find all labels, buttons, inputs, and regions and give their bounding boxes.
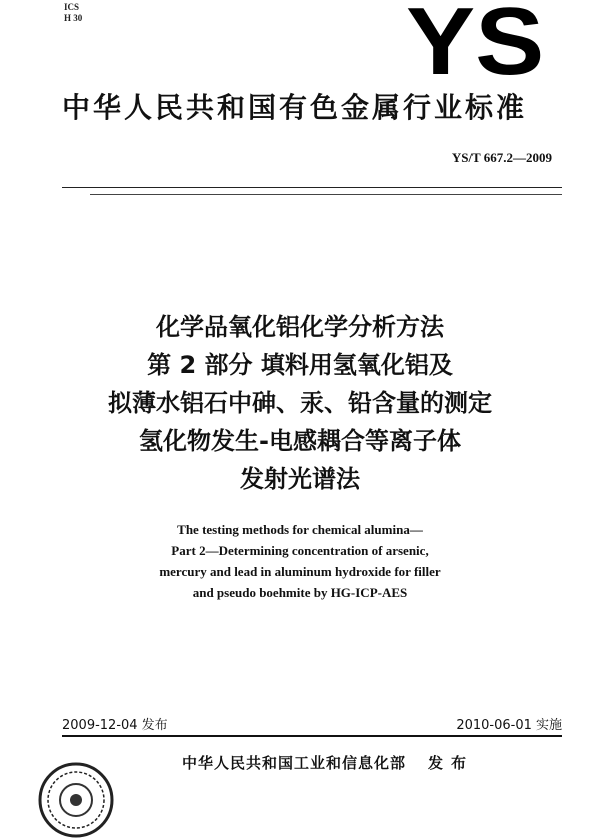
english-title-line-4: and pseudo boehmite by HG-ICP-AES — [192, 585, 408, 600]
header-divider — [62, 187, 562, 188]
effective-date: 2010-06-01 实施 — [456, 718, 562, 733]
ics-code: H 30 — [64, 13, 83, 23]
header-divider-secondary — [90, 194, 562, 195]
chinese-title-line-2: 第 2 部分 填料用氢氧化铝及 — [147, 351, 453, 379]
chinese-title-line-4: 氢化物发生-电感耦合等离子体 — [139, 427, 461, 455]
standard-number: YS/T 667.2—2009 — [451, 150, 552, 165]
ics-label: ICS — [64, 2, 80, 12]
ys-logo: YS — [406, 0, 545, 95]
issuing-authority: 中华人民共和国工业和信息化部 — [182, 754, 407, 772]
english-title-line-1: The testing methods for chemical alumina— — [177, 522, 423, 537]
footer-divider — [62, 735, 562, 737]
org-title: 中华人民共和国有色金属行业标准 — [62, 91, 528, 124]
chinese-title-line-1: 化学品氧化铝化学分析方法 — [156, 313, 444, 341]
chinese-title-line-3: 拟薄水铝石中砷、汞、铅含量的测定 — [108, 389, 492, 417]
seal-emblem — [36, 760, 116, 840]
english-title-line-3: mercury and lead in aluminum hydroxide for filler — [159, 564, 441, 579]
issue-date: 2009-12-04 发布 — [62, 718, 168, 733]
chinese-title-line-5: 发射光谱法 — [240, 465, 360, 493]
ics-classification — [64, 2, 82, 24]
issuer-action: 发布 — [428, 754, 475, 772]
chinese-title — [0, 308, 600, 498]
english-title — [0, 519, 600, 603]
english-title-line-2: Part 2—Determining concentration of arsenic, — [171, 543, 429, 558]
